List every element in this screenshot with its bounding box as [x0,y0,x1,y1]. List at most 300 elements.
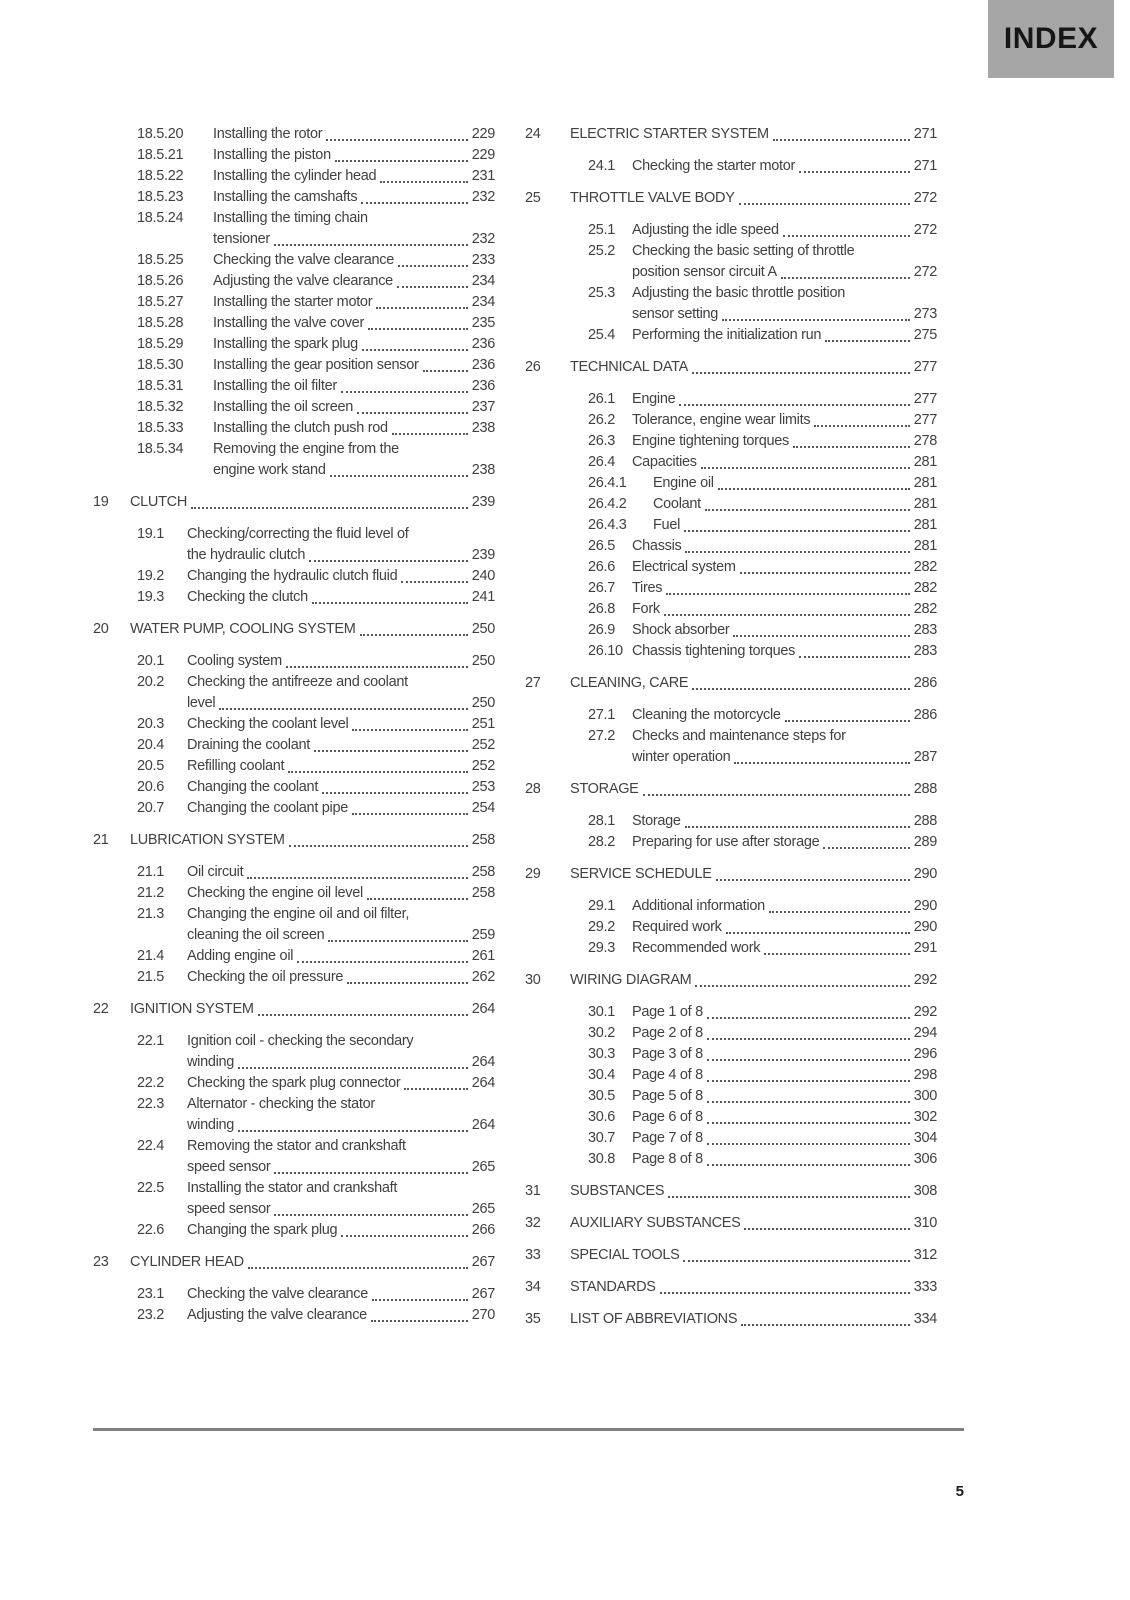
entry-number: 25.2 [588,243,616,259]
entry-number: 18.5.28 [137,315,184,331]
toc-entry-row [137,651,495,672]
entry-page-number: 281 [913,496,937,512]
entry-title-lastline [632,1002,937,1023]
entry-title-block [632,1086,937,1107]
entry-title: Checking the engine oil level [187,885,363,901]
entry-number: 19.3 [137,589,165,605]
toc-entry-row [588,1002,937,1023]
entry-title-block [632,1149,937,1170]
entry-title-block [632,599,937,620]
dot-leader [781,277,910,279]
entry-title-block [213,187,495,208]
entry-title-block [187,1220,495,1241]
entry-title-block [187,735,495,756]
toc-entry-row [137,418,495,439]
entry-number: 28.2 [588,834,616,850]
dot-leader [368,328,468,330]
entry-number: 26.2 [588,412,616,428]
toc-entry-row [137,334,495,355]
entry-page-number: 231 [471,168,495,184]
entry-title: Required work [632,919,722,935]
toc-entry-row [588,1023,937,1044]
dot-leader [744,1228,909,1230]
toc-column-right [525,124,937,1341]
entry-title-lastline [213,292,495,313]
entry-page-number: 267 [471,1254,495,1270]
entry-title: TECHNICAL DATA [570,359,688,375]
entry-title: THROTTLE VALVE BODY [570,190,735,206]
dot-leader [707,1101,910,1103]
entry-page-number: 229 [471,126,495,142]
dot-leader [247,877,467,879]
entry-title-lastline [570,864,937,885]
dot-leader [288,771,467,773]
entry-number: 19 [93,494,109,510]
dot-leader [643,794,910,796]
dot-leader [398,265,468,267]
toc-entry-row [137,1284,495,1305]
dot-leader [741,1324,909,1326]
dot-leader [371,1320,468,1322]
entry-title-block [653,494,937,515]
entry-title: Installing the spark plug [213,336,358,352]
entry-title-lastline [632,389,937,410]
toc-entry-row [588,156,937,177]
entry-title: winding [187,1117,235,1133]
entry-title-lastline [632,262,937,283]
entry-title-block [632,1128,937,1149]
dot-leader [404,1088,467,1090]
toc-chapter-row [525,864,937,885]
toc-entry-row [588,938,937,959]
entry-title-lastline [187,756,495,777]
entry-page-number: 272 [913,190,937,206]
entry-title: Refilling coolant [187,758,285,774]
entry-page-number: 266 [471,1222,495,1238]
entry-title-block [632,325,937,346]
entry-title-block [632,1107,937,1128]
dot-leader [695,985,909,987]
entry-title-lastline [187,735,495,756]
entry-title-lastline [130,830,495,851]
entry-title: LUBRICATION SYSTEM [130,832,285,848]
entry-number: 20.4 [137,737,165,753]
entry-page-number: 281 [913,454,937,470]
entry-title-lastline [187,566,495,587]
dot-leader [825,340,910,342]
entry-title-block [187,1073,495,1094]
entry-title-lastline [570,970,937,991]
entry-title: ELECTRIC STARTER SYSTEM [570,126,769,142]
entry-title: WATER PUMP, COOLING SYSTEM [130,621,356,637]
toc-entry-row [137,208,495,250]
dot-leader [423,370,468,372]
entry-title-block [187,756,495,777]
entry-title-lastline [187,1052,495,1073]
entry-title-block [632,726,937,768]
entry-title-block [213,166,495,187]
entry-title-lastline [187,1115,495,1136]
entry-title: Coolant [653,496,701,512]
entry-title: Engine [632,391,676,407]
dot-leader [238,1067,468,1069]
entry-title-block [653,515,937,536]
entry-title: Installing the starter motor [213,294,373,310]
dot-leader [785,720,910,722]
dot-leader [793,446,910,448]
entry-number: 18.5.34 [137,441,184,457]
entry-page-number: 282 [913,559,937,575]
entry-number: 26.6 [588,559,616,575]
entry-title-lastline [187,714,495,735]
entry-title-lastline [632,938,937,959]
dot-leader [341,391,468,393]
toc-entry-row [137,735,495,756]
entry-title: Checking the oil pressure [187,969,344,985]
toc-entry-row [588,896,937,917]
entry-title: Tires [632,580,663,596]
entry-title-block [187,672,495,714]
dot-leader [764,953,910,955]
entry-page-number: 258 [471,832,495,848]
entry-title-lastline [213,334,495,355]
entry-title-lastline [213,313,495,334]
entry-page-number: 236 [471,336,495,352]
entry-title-lastline [130,619,495,640]
entry-title: Changing the spark plug [187,1222,338,1238]
entry-title-block [187,651,495,672]
entry-page-number: 262 [471,969,495,985]
entry-title-lastline [187,1284,495,1305]
entry-title-line: Installing the stator and crankshaft [187,1180,398,1196]
toc-entry-row [137,798,495,819]
toc-entry-row [588,578,937,599]
entry-title-lastline [632,220,937,241]
entry-title-block [213,313,495,334]
entry-title: Adjusting the idle speed [632,222,779,238]
entry-number: 24.1 [588,158,616,174]
entry-number: 22 [93,1001,109,1017]
dot-leader [718,488,910,490]
entry-title-lastline [632,325,937,346]
entry-page-number: 304 [913,1130,937,1146]
entry-title: Page 8 of 8 [632,1151,703,1167]
entry-title: Page 3 of 8 [632,1046,703,1062]
entry-title-lastline [632,1086,937,1107]
entry-title-block [632,410,937,431]
toc-entry-row [137,124,495,145]
entry-title: Installing the cylinder head [213,168,377,184]
entry-page-number: 282 [913,601,937,617]
entry-page-number: 286 [913,707,937,723]
dot-leader [357,412,468,414]
entry-title: SPECIAL TOOLS [570,1247,680,1263]
toc-entry-row [588,431,937,452]
entry-number: 22.6 [137,1222,165,1238]
entry-title-block [632,917,937,938]
entry-title-block [213,334,495,355]
toc-entry-row [588,410,937,431]
entry-number: 25.1 [588,222,616,238]
entry-title-block [187,1031,495,1073]
entry-title-lastline [632,431,937,452]
entry-page-number: 287 [913,749,937,765]
dot-leader [258,1014,468,1016]
entry-title-block [570,124,937,145]
entry-title: Changing the hydraulic clutch fluid [187,568,398,584]
entry-page-number: 271 [913,158,937,174]
entry-title-block [213,208,495,250]
entry-title: Checking the valve clearance [187,1286,369,1302]
dot-leader [701,467,910,469]
toc-entry-row [588,1086,937,1107]
entry-title-lastline [187,967,495,988]
entry-title-block [187,1305,495,1326]
entry-page-number: 240 [471,568,495,584]
toc-entry-row [137,967,495,988]
entry-title-lastline [570,1245,937,1266]
entry-title: position sensor circuit A [632,264,777,280]
entry-title: Installing the gear position sensor [213,357,419,373]
entry-title: Installing the camshafts [213,189,358,205]
entry-page-number: 254 [471,800,495,816]
entry-title-lastline [570,1277,937,1298]
toc-chapter-row [93,830,495,851]
entry-title-lastline [632,1023,937,1044]
entry-title-block [187,566,495,587]
entry-title-lastline [570,1213,937,1234]
entry-title-block [570,673,937,694]
entry-title: Page 5 of 8 [632,1088,703,1104]
entry-number: 26.4 [588,454,616,470]
entry-page-number: 232 [471,231,495,247]
entry-title-block [632,452,937,473]
entry-title-block [632,641,937,662]
entry-title-block [570,1181,937,1202]
dot-leader [773,139,910,141]
toc-entry-row [137,777,495,798]
toc-chapter-row [525,673,937,694]
entry-page-number: 282 [913,580,937,596]
entry-number: 20.7 [137,800,165,816]
entry-number: 20.3 [137,716,165,732]
dot-leader [684,530,910,532]
entry-page-number: 286 [913,675,937,691]
entry-number: 18.5.23 [137,189,184,205]
toc-chapter-row [525,124,937,145]
entry-page-number: 292 [913,1004,937,1020]
toc-entry-row [588,917,937,938]
entry-title-block [213,355,495,376]
entry-number: 22.4 [137,1138,165,1154]
entry-page-number: 264 [471,1117,495,1133]
entry-title: Checking the valve clearance [213,252,395,268]
entry-title: Draining the coolant [187,737,310,753]
entry-title-block [632,220,937,241]
entry-number: 29.3 [588,940,616,956]
dot-leader [685,551,909,553]
toc-entry-row [137,904,495,946]
entry-number: 18.5.20 [137,126,184,142]
entry-title-block [570,357,937,378]
entry-page-number: 252 [471,737,495,753]
entry-title-lastline [632,304,937,325]
entry-page-number: 290 [913,866,937,882]
dot-leader [219,708,467,710]
entry-title-block [187,798,495,819]
entry-title: Fork [632,601,660,617]
toc-entry-row [588,1044,937,1065]
entry-title-lastline [653,494,937,515]
entry-title-lastline [130,492,495,513]
entry-title-line: Installing the timing chain [213,210,368,226]
entry-title: Cooling system [187,653,282,669]
toc-entry-row [588,705,937,726]
entry-title: the hydraulic clutch [187,547,306,563]
entry-page-number: 272 [913,264,937,280]
entry-title: IGNITION SYSTEM [130,1001,254,1017]
entry-number: 25 [525,190,541,206]
toc-chapter-row [525,188,937,209]
toc-chapter-row [525,779,937,800]
toc-chapter-row [525,357,937,378]
entry-number: 21.1 [137,864,165,880]
entry-title-lastline [187,883,495,904]
entry-title-lastline [632,896,937,917]
entry-page-number: 239 [471,494,495,510]
entry-page-number: 310 [913,1215,937,1231]
entry-number: 26 [525,359,541,375]
entry-title: tensioner [213,231,270,247]
entry-title-lastline [632,620,937,641]
entry-title-lastline [213,124,495,145]
entry-title-lastline [187,545,495,566]
entry-title-block [213,250,495,271]
dot-leader [722,319,910,321]
entry-number: 26.4.1 [588,475,627,491]
entry-page-number: 258 [471,885,495,901]
entry-title-block [653,473,937,494]
entry-title-block [213,124,495,145]
dot-leader [726,932,910,934]
toc-entry-row [137,714,495,735]
entry-title-lastline [187,1157,495,1178]
entry-page-number: 264 [471,1001,495,1017]
dot-leader [238,1130,468,1132]
entry-title: Checking the clutch [187,589,308,605]
entry-title-block [213,145,495,166]
entry-page-number: 238 [471,462,495,478]
entry-number: 20.1 [137,653,165,669]
dot-leader [330,475,468,477]
page-number: 5 [955,1483,964,1500]
dot-leader [397,286,468,288]
dot-leader [309,560,468,562]
entry-title-block [570,779,937,800]
dot-leader [392,433,468,435]
entry-page-number: 237 [471,399,495,415]
entry-title-lastline [187,862,495,883]
entry-title-block [632,578,937,599]
entry-number: 26.8 [588,601,616,617]
dot-leader [361,202,467,204]
entry-number: 26.4.3 [588,517,627,533]
entry-title: Performing the initialization run [632,327,822,343]
dot-leader [401,581,467,583]
dot-leader [248,1267,468,1269]
entry-title: CLUTCH [130,494,188,510]
entry-number: 23.2 [137,1307,165,1323]
entry-number: 18.5.21 [137,147,184,163]
toc-entry-row [588,452,937,473]
entry-title: Fuel [653,517,681,533]
entry-page-number: 250 [471,695,495,711]
entry-title-block [570,1245,937,1266]
entry-title-line: Checking the antifreeze and coolant [187,674,408,690]
entry-page-number: 288 [913,781,937,797]
entry-title-block [187,967,495,988]
entry-title-block [130,619,495,640]
entry-title-block [632,431,937,452]
entry-title: Installing the oil screen [213,399,353,415]
dot-leader [341,1235,467,1237]
entry-page-number: 238 [471,420,495,436]
entry-page-number: 265 [471,1159,495,1175]
entry-number: 29.1 [588,898,616,914]
entry-title-lastline [632,452,937,473]
entry-title-block [632,241,937,283]
toc-entry-row [588,620,937,641]
dot-leader [328,940,467,942]
entry-title-block [187,1178,495,1220]
entry-number: 30.7 [588,1130,616,1146]
entry-title-lastline [187,925,495,946]
entry-title-lastline [632,832,937,853]
entry-page-number: 233 [471,252,495,268]
entry-number: 21.2 [137,885,165,901]
entry-page-number: 234 [471,273,495,289]
entry-title-lastline [187,693,495,714]
entry-title-line: Alternator - checking the stator [187,1096,375,1112]
entry-title: Chassis tightening torques [632,643,796,659]
entry-title: STORAGE [570,781,639,797]
toc-entry-row [588,641,937,662]
entry-number: 26.3 [588,433,616,449]
entry-page-number: 298 [913,1067,937,1083]
toc-entry-row [588,1065,937,1086]
dot-leader [692,372,910,374]
entry-title: level [187,695,216,711]
dot-leader [297,961,468,963]
entry-title-block [632,536,937,557]
entry-title-block [632,156,937,177]
dot-leader [799,656,910,658]
entry-title-lastline [632,811,937,832]
entry-page-number: 265 [471,1201,495,1217]
entry-title-block [213,418,495,439]
entry-title-block [570,1309,937,1330]
entry-title-line: Checks and maintenance steps for [632,728,846,744]
entry-page-number: 294 [913,1025,937,1041]
entry-number: 30.4 [588,1067,616,1083]
entry-number: 23.1 [137,1286,165,1302]
entry-title-block [187,862,495,883]
entry-title-block [187,587,495,608]
dot-leader [372,1299,468,1301]
dot-leader [783,235,910,237]
entry-page-number: 277 [913,359,937,375]
toc-chapter-row [93,999,495,1020]
